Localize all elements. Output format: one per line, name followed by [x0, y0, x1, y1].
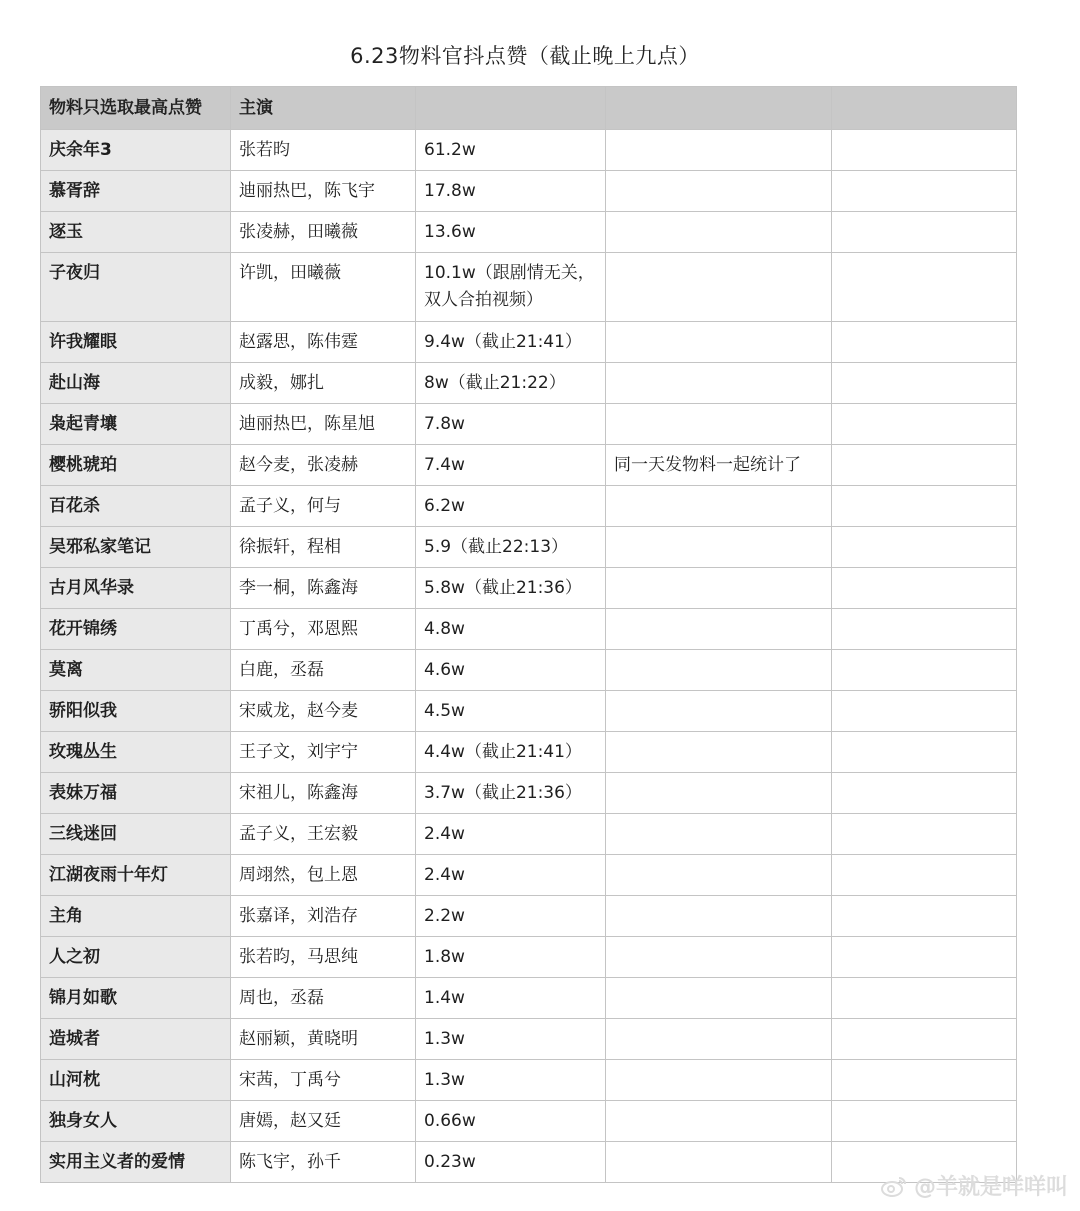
- table-row: [41, 322, 1017, 363]
- table-row: [41, 773, 1017, 814]
- cast-cell: 周翊然，包上恩: [231, 855, 416, 896]
- note-cell: [606, 978, 832, 1019]
- extra-cell: [832, 1101, 1017, 1142]
- weibo-logo-icon: [880, 1175, 908, 1197]
- table-row: [41, 1060, 1017, 1101]
- extra-cell: [832, 896, 1017, 937]
- likes-cell: 6.2w: [416, 486, 606, 527]
- cast-cell: 王子文，刘宇宁: [231, 732, 416, 773]
- cast-cell: 孟子义，王宏毅: [231, 814, 416, 855]
- cast-cell: 张若昀，马思纯: [231, 937, 416, 978]
- drama-cell: 江湖夜雨十年灯: [41, 855, 231, 896]
- table-row: [41, 650, 1017, 691]
- extra-cell: [832, 814, 1017, 855]
- note-cell: [606, 568, 832, 609]
- cast-cell: 周也，丞磊: [231, 978, 416, 1019]
- note-cell: [606, 404, 832, 445]
- table-row: [41, 445, 1017, 486]
- cast-cell: 陈飞宇，孙千: [231, 1142, 416, 1183]
- table-row: [41, 130, 1017, 171]
- table-row: [41, 855, 1017, 896]
- note-cell: [606, 130, 832, 171]
- drama-cell: 逐玉: [41, 212, 231, 253]
- drama-cell: 赴山海: [41, 363, 231, 404]
- cast-cell: 迪丽热巴，陈飞宇: [231, 171, 416, 212]
- drama-cell: 许我耀眼: [41, 322, 231, 363]
- note-cell: [606, 1060, 832, 1101]
- note-cell: [606, 1019, 832, 1060]
- extra-cell: [832, 486, 1017, 527]
- table-row: [41, 896, 1017, 937]
- note-cell: [606, 937, 832, 978]
- page-title: 6.23物料官抖点赞（截止晚上九点）: [350, 44, 700, 68]
- drama-cell: 子夜归: [41, 253, 231, 322]
- table-row: [41, 486, 1017, 527]
- likes-cell: 1.8w: [416, 937, 606, 978]
- cast-cell: 张嘉译，刘浩存: [231, 896, 416, 937]
- note-cell: 同一天发物料一起统计了: [606, 445, 832, 486]
- extra-cell: [832, 937, 1017, 978]
- note-cell: [606, 773, 832, 814]
- drama-cell: 玫瑰丛生: [41, 732, 231, 773]
- watermark-text: @羊就是咩咩叫: [913, 1175, 1068, 1200]
- table-row: [41, 814, 1017, 855]
- cast-cell: 宋茜，丁禹兮: [231, 1060, 416, 1101]
- table-row: [41, 732, 1017, 773]
- table-row: [41, 568, 1017, 609]
- extra-cell: [832, 1019, 1017, 1060]
- likes-cell: 9.4w（截止21:41）: [416, 322, 606, 363]
- drama-cell: 庆余年3: [41, 130, 231, 171]
- extra-cell: [832, 445, 1017, 486]
- extra-cell: [832, 691, 1017, 732]
- extra-cell: [832, 609, 1017, 650]
- extra-cell: [832, 650, 1017, 691]
- likes-cell: 0.23w: [416, 1142, 606, 1183]
- drama-cell: 锦月如歌: [41, 978, 231, 1019]
- note-cell: [606, 1142, 832, 1183]
- cast-cell: 李一桐，陈鑫海: [231, 568, 416, 609]
- extra-cell: [832, 363, 1017, 404]
- table-row: [41, 363, 1017, 404]
- note-cell: [606, 527, 832, 568]
- likes-cell: 0.66w: [416, 1101, 606, 1142]
- note-cell: [606, 486, 832, 527]
- cast-cell: 赵露思，陈伟霆: [231, 322, 416, 363]
- extra-cell: [832, 212, 1017, 253]
- table-row: [41, 1019, 1017, 1060]
- cast-cell: 许凯，田曦薇: [231, 253, 416, 322]
- note-cell: [606, 814, 832, 855]
- note-cell: [606, 322, 832, 363]
- drama-cell: 人之初: [41, 937, 231, 978]
- drama-cell: 慕胥辞: [41, 171, 231, 212]
- likes-cell: 3.7w（截止21:36）: [416, 773, 606, 814]
- likes-cell: 4.8w: [416, 609, 606, 650]
- likes-cell: 61.2w: [416, 130, 606, 171]
- table-row: [41, 404, 1017, 445]
- note-cell: [606, 896, 832, 937]
- drama-cell: 莫离: [41, 650, 231, 691]
- likes-cell: 13.6w: [416, 212, 606, 253]
- likes-cell: 1.4w: [416, 978, 606, 1019]
- header-note: [606, 87, 832, 130]
- note-cell: [606, 1101, 832, 1142]
- note-cell: [606, 855, 832, 896]
- likes-cell: 2.4w: [416, 855, 606, 896]
- drama-cell: 主角: [41, 896, 231, 937]
- drama-cell: 独身女人: [41, 1101, 231, 1142]
- drama-cell: 樱桃琥珀: [41, 445, 231, 486]
- extra-cell: [832, 171, 1017, 212]
- drama-cell: 百花杀: [41, 486, 231, 527]
- table-row: [41, 212, 1017, 253]
- header-likes: [416, 87, 606, 130]
- likes-cell: 1.3w: [416, 1019, 606, 1060]
- likes-cell: 8w（截止21:22）: [416, 363, 606, 404]
- table-row: [41, 691, 1017, 732]
- table-row: [41, 1101, 1017, 1142]
- note-cell: [606, 609, 832, 650]
- cast-cell: 赵丽颖，黄晓明: [231, 1019, 416, 1060]
- drama-cell: 吴邪私家笔记: [41, 527, 231, 568]
- drama-cell: 表妹万福: [41, 773, 231, 814]
- extra-cell: [832, 732, 1017, 773]
- drama-cell: 枭起青壤: [41, 404, 231, 445]
- likes-table: [40, 86, 1017, 1183]
- cast-cell: 唐嫣，赵又廷: [231, 1101, 416, 1142]
- extra-cell: [832, 568, 1017, 609]
- note-cell: [606, 363, 832, 404]
- likes-cell: 5.9（截止22:13）: [416, 527, 606, 568]
- cast-cell: 丁禹兮，邓恩熙: [231, 609, 416, 650]
- likes-cell: 17.8w: [416, 171, 606, 212]
- table-row: [41, 609, 1017, 650]
- extra-cell: [832, 130, 1017, 171]
- likes-cell: 7.8w: [416, 404, 606, 445]
- note-cell: [606, 253, 832, 322]
- drama-cell: 三线迷回: [41, 814, 231, 855]
- cast-cell: 孟子义，何与: [231, 486, 416, 527]
- likes-cell: 10.1w（跟剧情无关，双人合拍视频）: [416, 253, 606, 322]
- drama-cell: 造城者: [41, 1019, 231, 1060]
- extra-cell: [832, 404, 1017, 445]
- likes-cell: 1.3w: [416, 1060, 606, 1101]
- extra-cell: [832, 527, 1017, 568]
- likes-cell: 4.4w（截止21:41）: [416, 732, 606, 773]
- table-row: [41, 253, 1017, 322]
- table-row: [41, 937, 1017, 978]
- extra-cell: [832, 773, 1017, 814]
- cast-cell: 宋祖儿，陈鑫海: [231, 773, 416, 814]
- watermark: [880, 1170, 1068, 1201]
- header-drama: 物料只选取最高点赞: [41, 87, 231, 130]
- header-cast: 主演: [231, 87, 416, 130]
- extra-cell: [832, 1060, 1017, 1101]
- note-cell: [606, 732, 832, 773]
- extra-cell: [832, 253, 1017, 322]
- drama-cell: 骄阳似我: [41, 691, 231, 732]
- likes-cell: 2.4w: [416, 814, 606, 855]
- cast-cell: 张凌赫，田曦薇: [231, 212, 416, 253]
- extra-cell: [832, 855, 1017, 896]
- note-cell: [606, 212, 832, 253]
- likes-cell: 4.6w: [416, 650, 606, 691]
- likes-cell: 7.4w: [416, 445, 606, 486]
- cast-cell: 宋威龙，赵今麦: [231, 691, 416, 732]
- cast-cell: 迪丽热巴，陈星旭: [231, 404, 416, 445]
- table-row: [41, 171, 1017, 212]
- note-cell: [606, 650, 832, 691]
- drama-cell: 实用主义者的爱情: [41, 1142, 231, 1183]
- note-cell: [606, 171, 832, 212]
- table-row: [41, 1142, 1017, 1183]
- table-row: [41, 978, 1017, 1019]
- header-extra: [832, 87, 1017, 130]
- cast-cell: 成毅，娜扎: [231, 363, 416, 404]
- likes-cell: 5.8w（截止21:36）: [416, 568, 606, 609]
- cast-cell: 徐振轩，程相: [231, 527, 416, 568]
- drama-cell: 花开锦绣: [41, 609, 231, 650]
- header-row: [41, 87, 1017, 130]
- extra-cell: [832, 322, 1017, 363]
- extra-cell: [832, 978, 1017, 1019]
- drama-cell: 山河枕: [41, 1060, 231, 1101]
- likes-cell: 4.5w: [416, 691, 606, 732]
- note-cell: [606, 691, 832, 732]
- drama-cell: 古月风华录: [41, 568, 231, 609]
- cast-cell: 白鹿，丞磊: [231, 650, 416, 691]
- cast-cell: 张若昀: [231, 130, 416, 171]
- cast-cell: 赵今麦，张凌赫: [231, 445, 416, 486]
- table-row: [41, 527, 1017, 568]
- likes-cell: 2.2w: [416, 896, 606, 937]
